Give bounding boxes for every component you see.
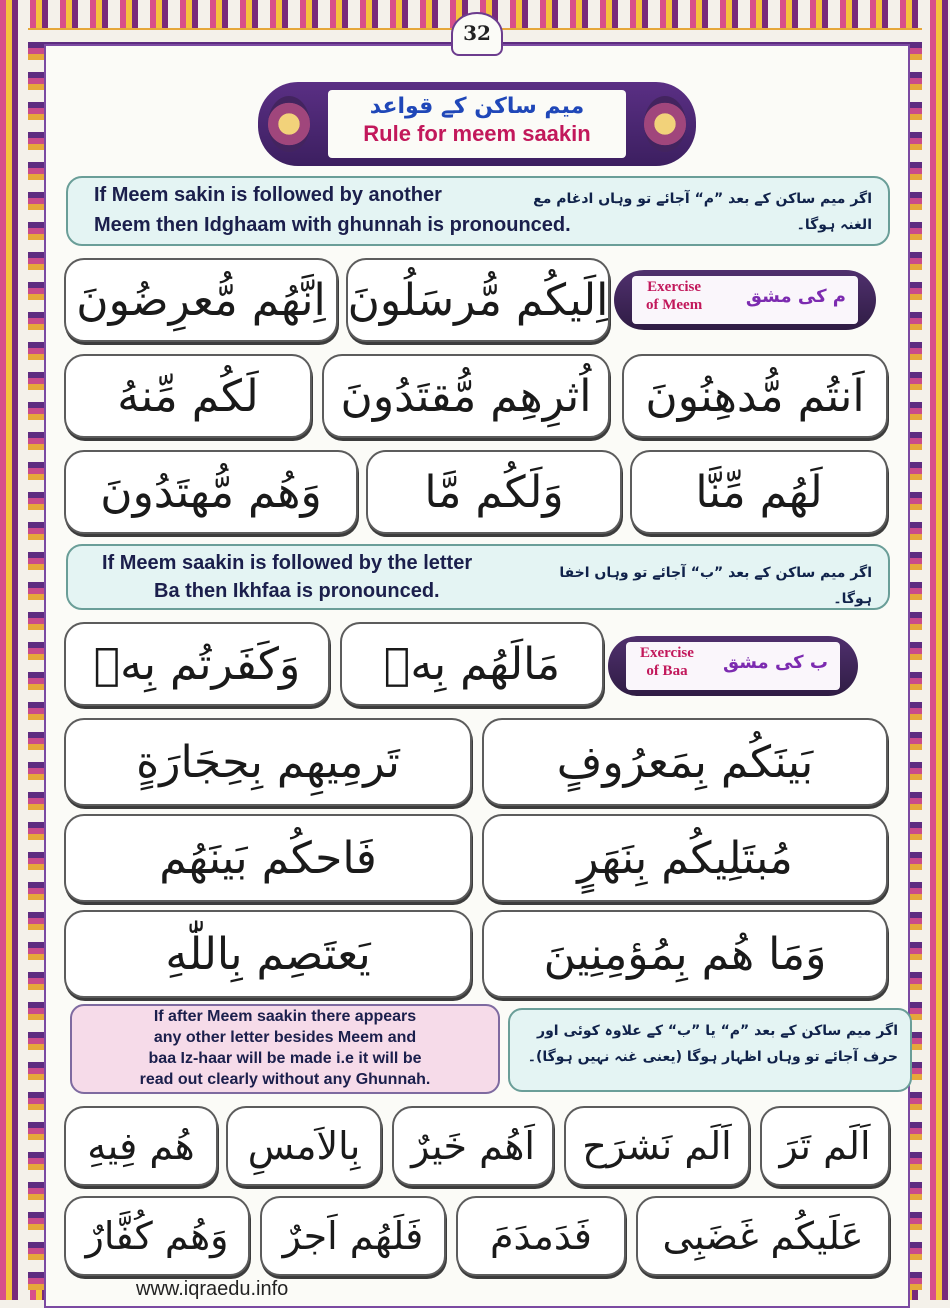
rule-ikhfaa-english-2: Ba then Ikhfaa is pronounced. xyxy=(154,580,440,602)
izhaar-word: فَلَهُم اَجرٌ xyxy=(260,1196,446,1276)
meem-word: اَنتُم مُّدهِنُونَ xyxy=(622,354,888,438)
rule-idghaam-english-1: If Meem sakin is followed by another xyxy=(94,184,442,206)
meem-word: وَلَکُم مَّا xyxy=(366,450,622,534)
meem-word: وَهُم مُّهتَدُونَ xyxy=(64,450,358,534)
rule-idghaam-urdu: اگر میم ساکن کے بعد ”م“ آجائے تو وہاں ادغام مع الغنہ ہوگا۔ xyxy=(533,191,872,233)
meem-word: اِنَّھُم مُّعرِضُونَ xyxy=(64,258,338,342)
title-urdu: میم ساکن کے قواعد xyxy=(369,94,585,119)
izhaar-word: اَلَم تَرَ xyxy=(760,1106,890,1186)
baa-word: مُبتَلِیکُم بِنَهَرٍ xyxy=(482,814,888,902)
baa-word: وَکَفَرتُم بِهٖ xyxy=(64,622,330,706)
izhaar-word: فَدَمدَمَ xyxy=(456,1196,626,1276)
meem-word: اُثرِهِم مُّقتَدُونَ xyxy=(322,354,610,438)
baa-word: بَینَکُم بِمَعرُوفٍ xyxy=(482,718,888,806)
baa-word: فَاحکُم بَینَهُم xyxy=(64,814,472,902)
page-number: 32 xyxy=(451,12,503,56)
izhaar-word: اَهُم خَیرٌ xyxy=(392,1106,554,1186)
rule-ikhfaa-urdu: اگر میم ساکن کے بعد ”ب“ آجائے تو وہاں اخفا ہوگا۔ xyxy=(559,565,872,607)
rule-idghaam-box xyxy=(66,176,890,246)
exercise-meem-english: Exercise of Meem xyxy=(646,279,703,313)
izhaar-word: عَلَیکُم غَضَبِی xyxy=(636,1196,890,1276)
baa-word: تَرمِیهِم بِحِجَارَةٍ xyxy=(64,718,472,806)
baa-word: وَمَا هُم بِمُؤمِنِینَ xyxy=(482,910,888,998)
meem-word: اِلَیکُم مُّرسَلُونَ xyxy=(346,258,610,342)
exercise-meem-tag xyxy=(614,270,876,330)
izhaar-word: اَلَم نَشرَح xyxy=(564,1106,750,1186)
rule-izhaar-english: If after Meem saakin there appears any other letter besides Meem and baa Iz-haar will be made i.e it will be read out clearly without any Ghunnah. xyxy=(70,1004,500,1094)
rule-ikhfaa-box xyxy=(66,544,890,610)
meem-word: لَکُم مِّنهُ xyxy=(64,354,312,438)
rule-ikhfaa-english-1: If Meem saakin is followed by the letter xyxy=(102,552,473,574)
exercise-baa-english: Exercise of Baa xyxy=(640,645,694,679)
baa-word: مَالَهُم بِهٖ xyxy=(340,622,604,706)
exercise-baa-urdu: ب کی مشق xyxy=(723,652,828,673)
rule-idghaam-english-2: Meem then Idghaam with ghunnah is pronounced. xyxy=(94,214,571,236)
izhaar-word: وَهُم کُفَّارٌ xyxy=(64,1196,250,1276)
izhaar-word: هُم فِیهِ xyxy=(64,1106,218,1186)
ornament-icon xyxy=(644,96,686,152)
izhaar-word: بِالاَمسِ xyxy=(226,1106,382,1186)
exercise-meem-urdu: م کی مشق xyxy=(745,286,846,307)
ornament-icon xyxy=(268,96,310,152)
title-english: Rule for meem saakin xyxy=(363,121,591,146)
exercise-baa-tag xyxy=(608,636,858,696)
title-banner xyxy=(258,82,696,166)
title-plate xyxy=(328,90,626,158)
baa-word: یَعتَصِم بِاللّٰهِ xyxy=(64,910,472,998)
footer-url: www.iqraedu.info xyxy=(136,1278,289,1300)
meem-word: لَهُم مِّنَّا xyxy=(630,450,888,534)
rule-izhaar-urdu: اگر میم ساکن کے بعد ”م“ یا ”ب“ کے علاوہ کوئی اور حرف آجائے تو وہاں اظہار ہوگا (یعنی غنہ نہیں ہوگا)۔ xyxy=(508,1008,912,1092)
